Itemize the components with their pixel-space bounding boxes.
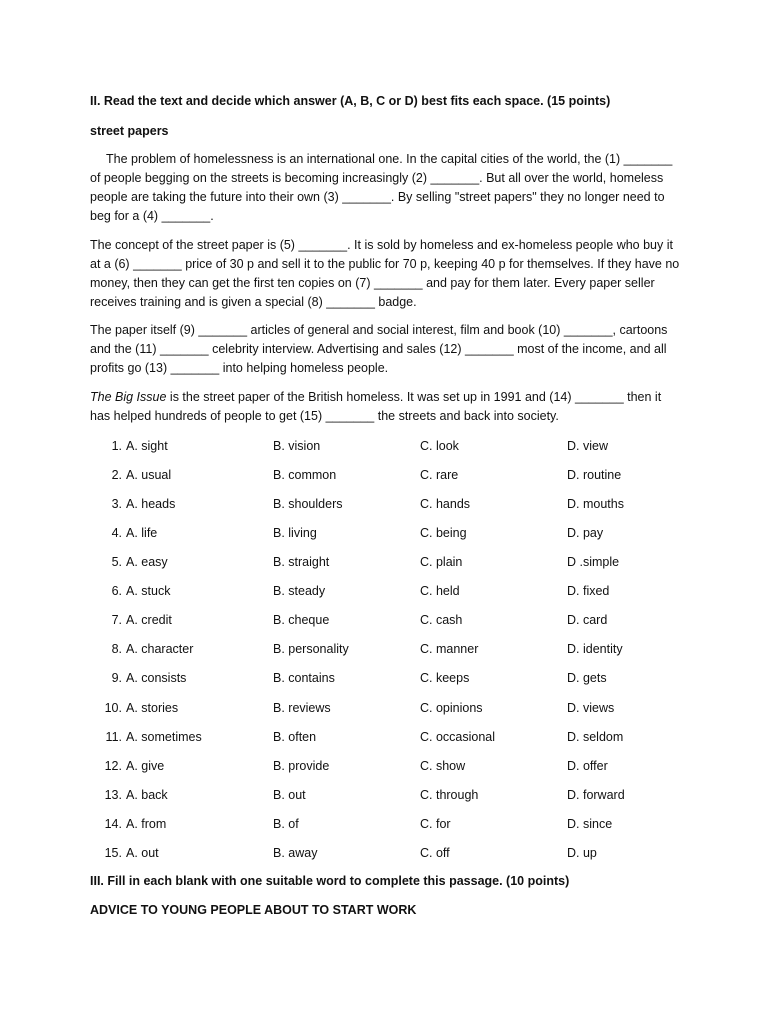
option-a: A. sight <box>126 439 168 453</box>
option-a: A. stories <box>126 700 179 715</box>
option-c: C. look <box>420 439 459 453</box>
option-a: A. credit <box>126 613 172 628</box>
paragraph-4-text: is the street paper of the British homeless. It was set up in 1991 and (14) _______ then it has helped hundreds of people to get (15) _______ the streets and back into society. <box>90 390 662 423</box>
passage-title: street papers <box>90 124 169 138</box>
option-d: D. card <box>567 613 608 628</box>
option-d: D. fixed <box>567 584 610 599</box>
section3-instruction: III. Fill in each blank with one suitable word to complete this passage. (10 points) <box>90 874 570 888</box>
option-a: A. usual <box>126 468 172 483</box>
option-b: B. personality <box>273 642 349 657</box>
option-a: A. back <box>126 787 168 802</box>
option-c: C. for <box>420 816 451 831</box>
option-d: D. seldom <box>567 729 624 744</box>
question-number: 7. <box>111 613 122 628</box>
option-b: B. shoulders <box>273 497 343 512</box>
option-a: A. heads <box>126 497 176 512</box>
option-c: C. held <box>420 584 460 599</box>
question-number: 6. <box>111 584 122 599</box>
option-d: D. since <box>567 816 613 831</box>
option-c: C. show <box>420 758 466 773</box>
question-row <box>0 698 768 718</box>
passage-paragraph-3: The paper itself (9) _______ articles of general and social interest, film and book (10) _______, cartoons and the (11) _______ celebrity interview. Advertising and sales (12) _______ most of the income, and all profits go (13) _______ into helping homeless people. <box>90 323 668 375</box>
passage-paragraph-1: The problem of homelessness is an international one. In the capital cities of the world, the (1) _______ of people begging on the streets is becoming increasingly (2) _______. But all over the world, homeless people are taking the future into their own (3) _______. By selling "street papers" they no longer need to beg for a (4) _______. <box>90 152 673 223</box>
option-b: B. cheque <box>273 613 330 628</box>
option-c: C. opinions <box>420 700 483 715</box>
option-d: D. pay <box>567 526 604 541</box>
option-c: C. off <box>420 845 450 860</box>
option-c: C. hands <box>420 497 471 512</box>
option-c: C. keeps <box>420 671 470 686</box>
option-b: B. common <box>273 468 337 483</box>
question-number: 12. <box>104 758 122 773</box>
question-row <box>0 756 768 776</box>
option-d: D. mouths <box>567 497 624 512</box>
option-b: B. of <box>273 816 299 831</box>
option-b: B. straight <box>273 555 330 570</box>
option-d: D. offer <box>567 758 608 773</box>
section3-title: ADVICE TO YOUNG PEOPLE ABOUT TO START WORK <box>90 903 417 917</box>
question-row <box>0 843 768 863</box>
paper-name: The Big Issue <box>90 390 167 404</box>
question-number: 3. <box>111 497 122 512</box>
option-b: B. reviews <box>273 700 331 715</box>
question-number: 5. <box>111 555 122 570</box>
option-b: B. contains <box>273 671 335 686</box>
question-row <box>0 494 768 514</box>
question-row <box>0 668 768 688</box>
question-number: 15. <box>104 845 122 860</box>
question-number: 10. <box>104 700 122 715</box>
question-row <box>0 814 768 834</box>
question-row <box>0 465 768 485</box>
option-b: B. often <box>273 729 317 744</box>
question-row <box>0 727 768 747</box>
option-d: D. views <box>567 700 615 715</box>
option-c: C. manner <box>420 642 479 657</box>
option-d: D .simple <box>567 555 620 570</box>
option-d: D. view <box>567 439 608 453</box>
question-row <box>0 785 768 805</box>
question-number: 1. <box>111 439 122 453</box>
option-a: A. character <box>126 642 194 657</box>
option-d: D. up <box>567 845 597 860</box>
question-row <box>0 436 768 456</box>
section2-instruction: II. Read the text and decide which answer (A, B, C or D) best fits each space. (15 points) <box>90 94 611 108</box>
question-number: 14. <box>104 816 122 831</box>
option-a: A. consists <box>126 671 187 686</box>
option-c: C. being <box>420 526 467 541</box>
question-number: 2. <box>111 468 122 483</box>
question-number: 9. <box>111 671 122 686</box>
passage-paragraph-4 <box>90 388 680 426</box>
option-b: B. steady <box>273 584 326 599</box>
option-b: B. out <box>273 787 306 802</box>
option-a: A. give <box>126 758 165 773</box>
option-d: D. forward <box>567 787 625 802</box>
option-a: A. life <box>126 526 158 541</box>
option-c: C. occasional <box>420 729 496 744</box>
option-d: D. gets <box>567 671 607 686</box>
passage-paragraph-2: The concept of the street paper is (5) _______. It is sold by homeless and ex-homeless people who buy it at a (6) _______ price of 30 p and sell it to the public for 70 p, keeping 40 p for themselves. If they have no money, then they can get the first ten copies on (7) _______ and pay for them later. Every paper seller receives training and is given a special (8) _______ badge. <box>90 238 680 309</box>
option-d: D. identity <box>567 642 623 657</box>
option-c: C. through <box>420 787 479 802</box>
option-c: C. plain <box>420 555 463 570</box>
option-b: B. vision <box>273 439 321 453</box>
option-b: B. provide <box>273 758 330 773</box>
option-a: A. out <box>126 845 159 860</box>
question-row <box>0 610 768 630</box>
question-number: 13. <box>104 787 122 802</box>
option-a: A. stuck <box>126 584 171 599</box>
option-c: C. rare <box>420 468 459 483</box>
option-a: A. from <box>126 816 167 831</box>
option-b: B. away <box>273 845 318 860</box>
question-number: 8. <box>111 642 122 657</box>
question-row <box>0 523 768 543</box>
option-d: D. routine <box>567 468 622 483</box>
option-c: C. cash <box>420 613 463 628</box>
question-number: 4. <box>111 526 122 541</box>
option-a: A. sometimes <box>126 729 202 744</box>
question-row <box>0 581 768 601</box>
question-number: 11. <box>105 729 122 744</box>
question-row <box>0 639 768 659</box>
option-b: B. living <box>273 526 317 541</box>
question-row <box>0 552 768 572</box>
option-a: A. easy <box>126 555 168 570</box>
